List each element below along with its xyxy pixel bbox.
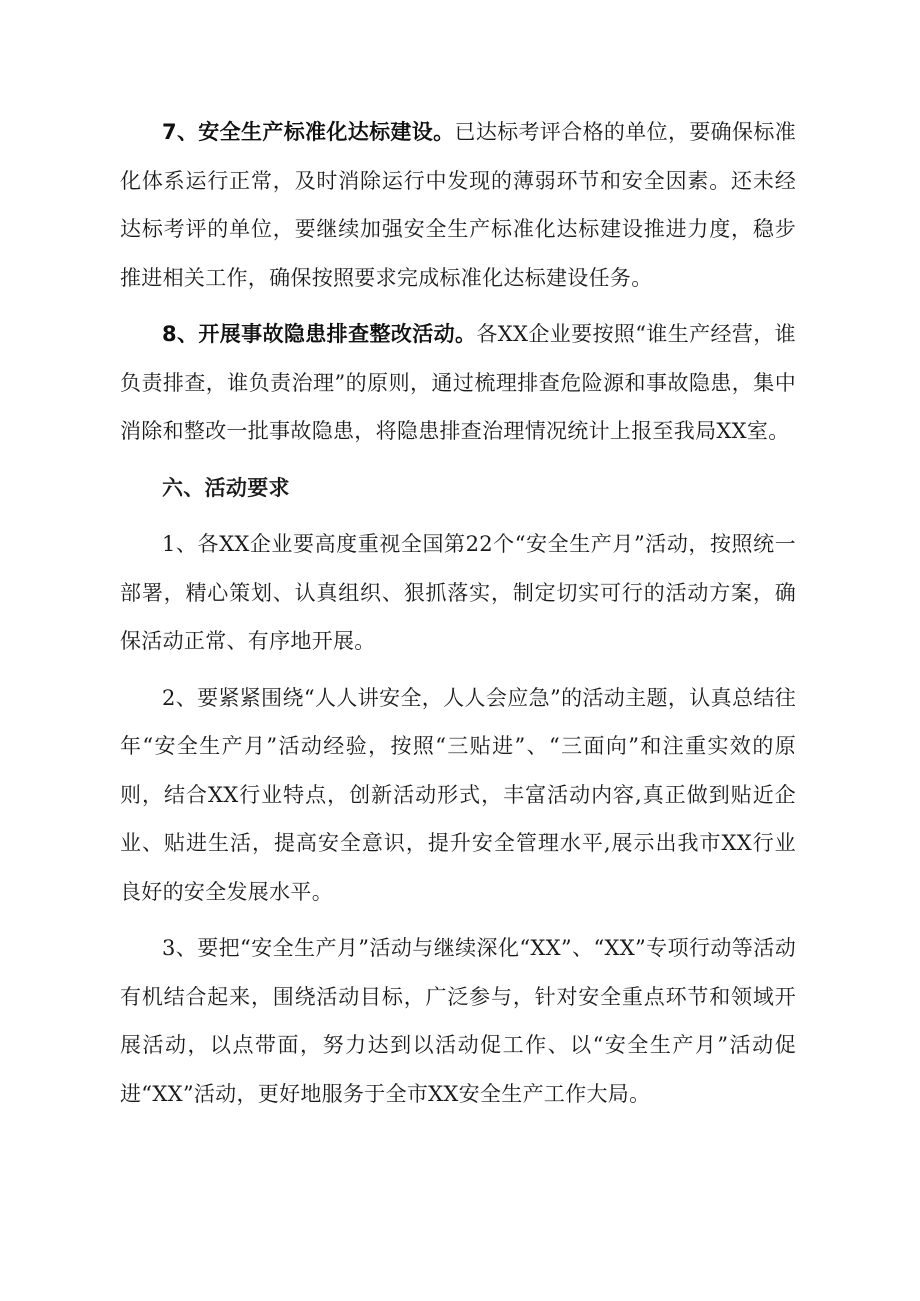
section-7-lead: 7、安全生产标准化达标建设。 [162, 120, 455, 144]
paragraph-requirement-2: 2、要紧紧围绕“人人讲安全，人人会应急”的活动主题，认真总结往年“安全生产月”活动经验，按照“三贴进”、“三面向”和注重实效的原则，结合XX行业特点，创新活动形式，丰富活动内容,真正做到贴近企业、贴进生活，提高安全意识，提升安全管理水平,展示出我市XX行业良好的安全发展水平。 [120, 685, 796, 904]
paragraph-section-8 [120, 310, 796, 456]
section-7-body: 已达标考评合格的单位，要确保标准化体系运行正常，及时消除运行中发现的薄弱环节和安全因素。还未经达标考评的单位，要继续加强安全生产标准化达标建设推进力度，稳步推进相关工作，确保按照要求完成标准化达标建设任务。 [120, 120, 796, 290]
paragraph-requirement-1: 1、各XX企业要高度重视全国第22个“安全生产月”活动，按照统一部署，精心策划、认真组织、狠抓落实，制定切实可行的活动方案，确保活动正常、有序地开展。 [120, 532, 796, 653]
paragraph-requirement-3: 3、要把“安全生产月”活动与继续深化“XX”、“XX”专项行动等活动有机结合起来，围绕活动目标，广泛参与，针对安全重点环节和领域开展活动，以点带面，努力达到以活动促工作、以“安全生产月”活动促进“XX”活动，更好地服务于全市XX安全生产工作大局。 [120, 936, 796, 1106]
heading-activity-requirements: 六、活动要求 [162, 475, 290, 500]
section-8-lead: 8、开展事故隐患排查整改活动。 [162, 322, 477, 346]
document-body [120, 108, 796, 1118]
section-8-body: 各XX企业要按照“谁生产经营，谁负责排查，谁负责治理”的原则，通过梳理排查危险源和事故隐患，集中消除和整改一批事故隐患，将隐患排查治理情况统计上报至我局XX室。 [120, 322, 796, 443]
paragraph-section-7 [120, 108, 796, 302]
